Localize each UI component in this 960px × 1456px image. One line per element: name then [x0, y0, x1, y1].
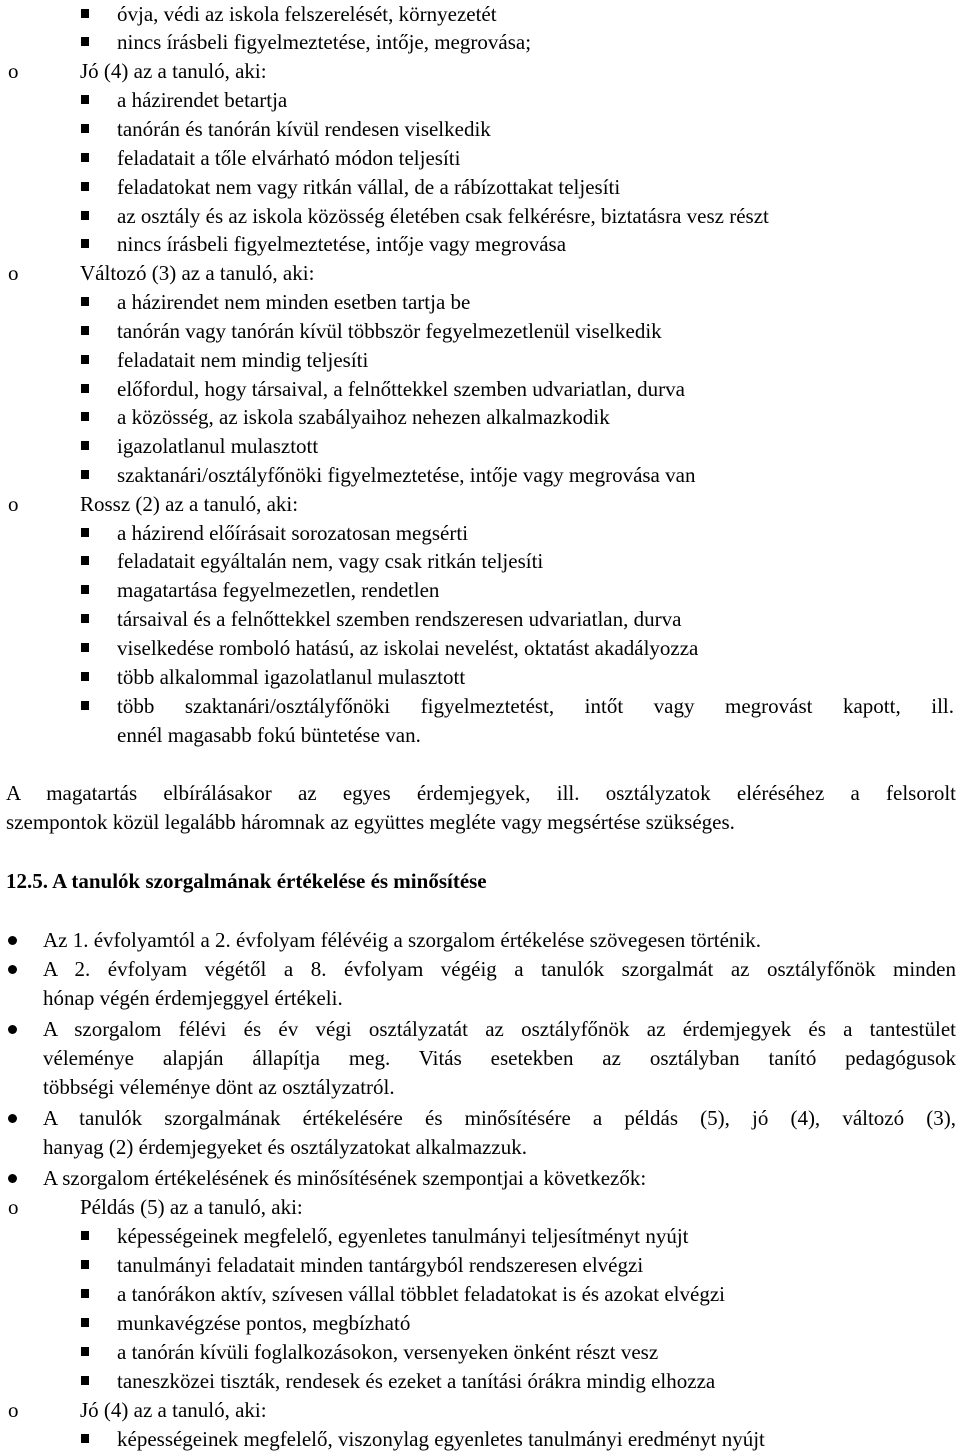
square-bullet-icon	[81, 585, 89, 594]
circle-marker: o	[8, 1398, 19, 1422]
round-bullet-icon	[8, 1025, 17, 1034]
square-bullet-icon	[81, 672, 89, 681]
square-bullet-icon	[81, 614, 89, 623]
square-bullet-icon	[81, 701, 89, 710]
square-bullet-icon	[81, 384, 89, 393]
document-page: óvja, védi az iskola felszerelését, környezetét nincs írásbeli figyelmeztetése, intője, megrovása; o Jó (4) az a tanuló, aki: a házirendet betartja tanórán és tanórán kívül rendesen viselkedik feladatait a tőle elvárható módon teljesíti feladatokat nem vagy ritkán vállal, de a rábízottakat teljesíti az osztály és az iskola közösség életében csak felkérésre, biztatásra vesz részt nincs írásbeli figyelmeztetése, intője vagy megrovása o Változó (3) az a tanuló, aki: a házirendet nem minden esetben tartja be tanórán vagy tanórán kívül többször fegyelmezetlenül viselkedik feladatait nem mindig teljesíti előfordul, hogy társaival, a felnőttekkel szemben udvariatlan, durva a közösség, az iskola szabályaihoz nehezen alkalmazkodik igazolatlanul mulasztott szaktanári/osztályfőnöki figyelmeztetése, intője vagy megrovása van o Rossz (2) az a tanuló, aki: a házirend előírásait sorozatosan megsérti feladatait egyáltalán nem, vagy csak ritkán teljesíti magatartása fegyelmezetlen, rendetlen társaival és a felnőttekkel szemben rendszeresen udvariatlan, durva viselkedése romboló hatású, az iskolai nevelést, oktatást akadályozza több alkalommal igazolatlanul mulasztott több szaktanári/osztályfőnöki figyelmeztetést, intőt vagy megrovást kapott, ill. ennél magasabb fokú büntetése van. A magatartás elbírálásakor az egyes érdemjegyek, ill. osztályzatok eléréséhez a felsorolt szempontok közül legalább háromnak az együttes megléte vagy megsértése szükséges. 12.5. A tanulók szorgalmának értékelése és minősítése Az 1. évfolyamtól a 2. évfolyam félévéig a szorgalom értékelése szövegesen történik. A 2. évfolyam végétől a 8. évfolyam végéig a tanulók szorgalmát az osztályfőnök minden hónap végén érdemjeggyel értékeli. A szorgalom félévi és év végi osztályzatát az osztályfőnök az érdemjegyek és a tantestület véleménye alapján állapítja meg. Vitás esetekben az osztályban tanító pedagógusok többségi véleménye dönt az osztályzatról. A tanulók szorgalmának értékelésére és minősítésére a példás (5), jó (4), változó (3), hanyag (2) érdemjegyeket és osztályzatokat alkalmazzuk. A szorgalom értékelésének és minősítésének szempontjai a következők: o Példás (5) az a tanuló, aki: képességeinek megfelelő, egyenletes tanulmányi teljesítményt nyújt tanulmányi feladatait minden tantárgyból rendszeresen elvégzi a tanórákon aktív, szívesen vállal többlet feladatokat is és azokat elvégzi munkavégzése pontos, megbízható a tanórán kívüli foglalkozásokon, versenyeken önként részt vesz taneszközei tiszták, rendesek és ezeket a tanítási órákra mindig elhozza o Jó (4) az a tanuló, aki: képességeinek megfelelő, viszonylag egyenletes tanulmányi eredményt nyújt	[6, 2, 956, 1451]
round-bullet-icon	[8, 936, 17, 945]
square-bullet-icon	[81, 9, 89, 18]
square-bullet-icon	[81, 441, 89, 450]
square-bullet-icon	[81, 1231, 89, 1240]
circle-marker: o	[8, 492, 19, 516]
square-bullet-icon	[81, 124, 89, 133]
square-bullet-icon	[81, 1347, 89, 1356]
square-bullet-icon	[81, 153, 89, 162]
round-bullet-icon	[8, 965, 17, 974]
square-bullet-icon	[81, 95, 89, 104]
square-bullet-icon	[81, 326, 89, 335]
square-bullet-icon	[81, 470, 89, 479]
circle-marker: o	[8, 261, 19, 285]
square-bullet-icon	[81, 1289, 89, 1298]
square-bullet-icon	[81, 182, 89, 191]
round-bullet-icon	[8, 1114, 17, 1123]
square-bullet-icon	[81, 528, 89, 537]
square-bullet-icon	[81, 297, 89, 306]
square-bullet-icon	[81, 643, 89, 652]
square-bullet-icon	[81, 211, 89, 220]
square-bullet-icon	[81, 1318, 89, 1327]
square-bullet-icon	[81, 355, 89, 364]
square-bullet-icon	[81, 1434, 89, 1443]
square-bullet-icon	[81, 412, 89, 421]
circle-marker: o	[8, 1195, 19, 1219]
square-bullet-icon	[81, 556, 89, 565]
square-bullet-icon	[81, 37, 89, 46]
square-bullet-icon	[81, 1376, 89, 1385]
square-bullet-icon	[81, 239, 89, 248]
circle-marker: o	[8, 59, 19, 83]
square-bullet-icon	[81, 1260, 89, 1269]
round-bullet-icon	[8, 1174, 17, 1183]
